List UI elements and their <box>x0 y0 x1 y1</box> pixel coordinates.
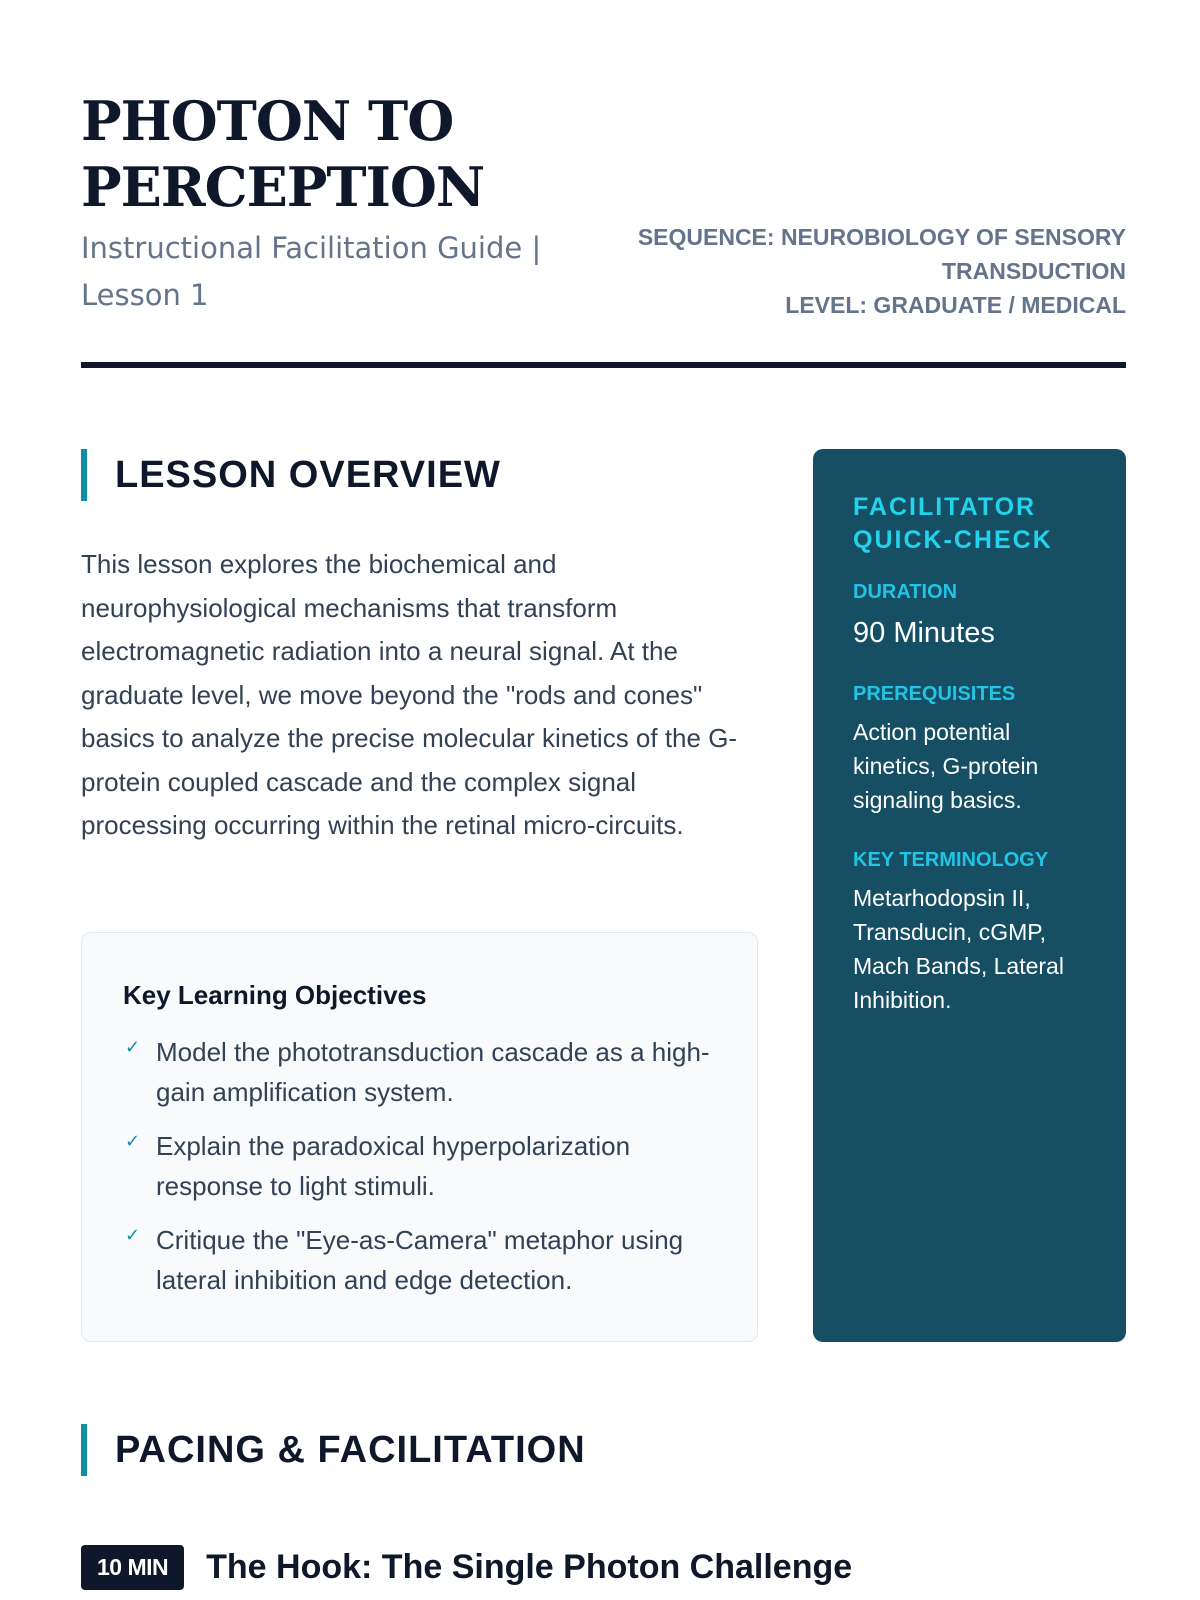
header-divider <box>81 362 1126 368</box>
level-label: LEVEL: GRADUATE / MEDICAL <box>785 292 1126 318</box>
prerequisites-value: Action potential kinetics, G-protein signaling basics. <box>853 719 1039 813</box>
sequence-line-2: TRANSDUCTION <box>942 258 1126 284</box>
subtitle-line-1: Instructional Facilitation Guide | <box>81 231 542 265</box>
quick-check-title: FACILITATOR QUICK-CHECK <box>853 493 1053 554</box>
overview-paragraph: This lesson explores the biochemical and neurophysiological mechanisms that transform electromagnetic radiation into a neural signal. At the graduate level, we move beyond the "rods and cones" basics to analyze the precise molecular kinetics of the G-protein coupled cascade and the complex signal processing occurring within the retinal micro-circuits. <box>81 549 738 840</box>
subtitle-line-2: Lesson 1 <box>81 278 209 312</box>
time-badge: 10 MIN <box>81 1545 184 1590</box>
page-header <box>81 88 1126 368</box>
lesson-overview-heading: LESSON OVERVIEW <box>81 449 501 501</box>
objective-item <box>123 1032 717 1112</box>
pacing-facilitation-heading: PACING & FACILITATION <box>81 1424 586 1476</box>
objective-text: Model the phototransduction cascade as a high-gain amplification system. <box>156 1037 710 1107</box>
document-subtitle <box>81 225 601 319</box>
check-icon: ✓ <box>125 1131 141 1151</box>
duration-value: 90 Minutes <box>853 617 995 649</box>
objective-text: Critique the "Eye-as-Camera" metaphor using lateral inhibition and edge detection. <box>156 1225 684 1295</box>
check-icon: ✓ <box>125 1225 141 1245</box>
key-terminology-value: Metarhodopsin II, Transducin, cGMP, Mach Bands, Lateral Inhibition. <box>853 885 1064 1013</box>
title-line-2: PERCEPTION <box>81 155 485 219</box>
pacing-item-title: The Hook: The Single Photon Challenge <box>206 1547 853 1586</box>
pacing-item <box>81 1543 852 1591</box>
objectives-title: Key Learning Objectives <box>123 980 427 1010</box>
check-icon: ✓ <box>125 1037 141 1057</box>
key-terminology-label: KEY TERMINOLOGY <box>853 849 1049 871</box>
learning-objectives-box <box>81 932 758 1342</box>
objective-text: Explain the paradoxical hyperpolarization response to light stimuli. <box>156 1131 631 1201</box>
facilitator-quick-check-panel <box>813 449 1126 1342</box>
sequence-line-1: SEQUENCE: NEUROBIOLOGY OF SENSORY <box>637 224 1126 250</box>
document-title <box>81 88 641 220</box>
title-line-1: PHOTON TO <box>81 89 454 153</box>
lesson-metadata <box>606 220 1126 322</box>
prerequisites-label: PREREQUISITES <box>853 683 1016 705</box>
objective-item <box>123 1220 717 1300</box>
objective-item <box>123 1126 717 1206</box>
duration-label: DURATION <box>853 581 958 603</box>
